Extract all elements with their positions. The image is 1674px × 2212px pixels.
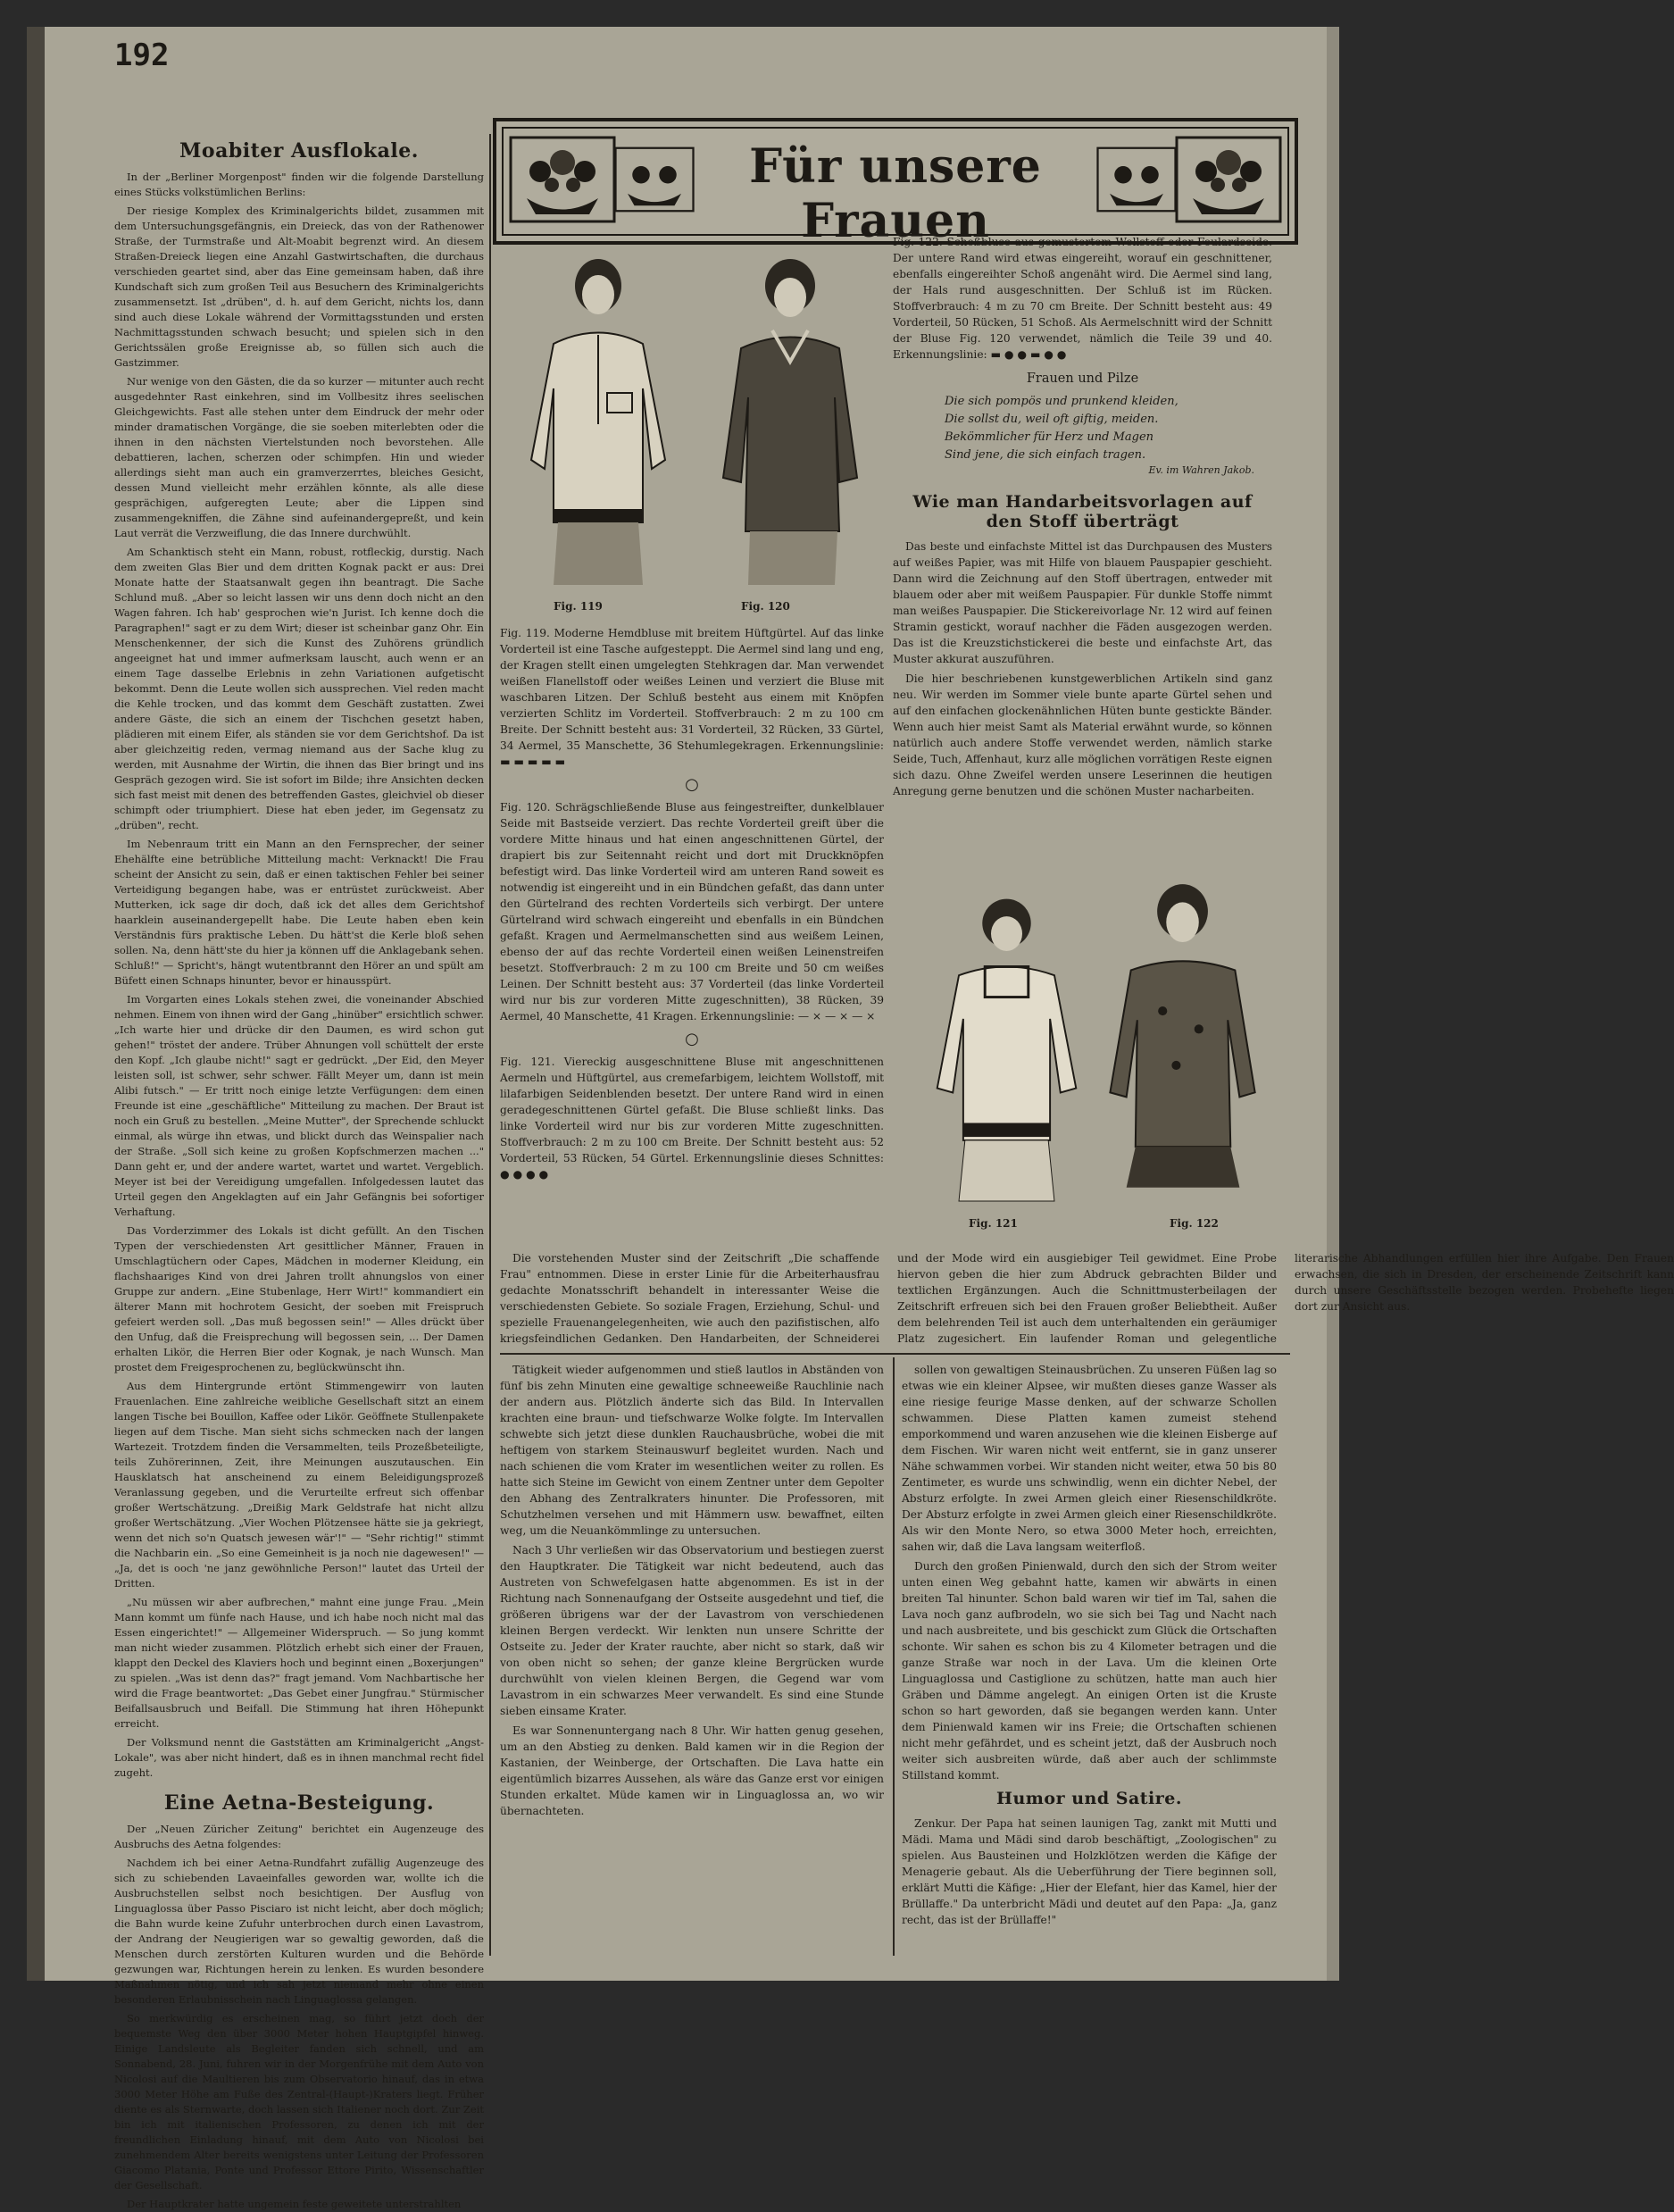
poem-line: Die sollst du, weil oft giftig, meiden.	[945, 413, 1159, 426]
figure-label-119: Fig. 119	[554, 600, 603, 613]
paragraph: Durch den großen Pinienwald, durch den sich der Strom weiter unten einen Weg gebahnt hatte, kamen wir abwärts in einen breiten Tal hinunter. Schon bald waren wir tief im Tal, sahen die Lava noch ganz aufbrodeln, wo sie sich bei Tag und Nacht nach und nach ausbreitete, und bis geschickt zum Glück die Ortschaften schonte. Wir sahen es schon bis zu 4 Kilometer betragen und die ganze Straße war noch in der Lava. Um die kleinen Orte Linguaglossa und Castiglione zu schützen, hatte man auch hier Gräben und Dämme angelegt. An einigen Orten ist die Kruste schon so hart geworden, daß sie begangen werden kann. Unter dem Pinienwald kamen wir ins Freie; die Ortschaften schienen nicht mehr gefährdet, und es scheint jetzt, daß der Ausbruch noch weiter sich ausbreiten würde, daß aber auch der schlimmste Stillstand kommt.	[902, 1560, 1277, 1782]
article-title-handarbeit: Wie man Handarbeitsvorlagen auf den Stoff überträgt	[912, 492, 1253, 531]
paragraph: So merkwürdig es erscheinen mag, so führt jetzt doch der bequemste Weg den über 3000 Meter hohen Hauptgipfel hinweg. Einige Landsleute als Begleiter fanden sich schnell, und am Sonnabend, 28. Juni, fuhren wir in der Morgenfrühe mit dem Auto von Nicolosi auf die Maultieren bis zum Observatorio hinauf, das in etwa 3000 Meter Höhe am Fuße des Zentral-(Haupt-)Kraters liegt. Früher diente es als Sternwarte, doch lassen sich Italiener noch dort. Zur Zeit bin ich mit italienischen Professoren, zu denen ich mit der freundlichen Einladung hinauf, mit dem Auto von Nicolosi bei zunehmendem Alter bereits wenigstens unter Leitung der Professoren Giacomo Platania, Ponte und Professor Ettore Pirito, Wissenschaftler der Gesellschaft.	[114, 2012, 484, 2191]
separator-ornament: ○	[685, 1030, 699, 1048]
paragraph: Im Nebenraum tritt ein Mann an den Fernsprecher, der seiner Ehehälfte eine betrübliche Mitteilung macht: Verknackt! Die Frau scheint der Ansicht zu sein, daß er einen taktischen Fehler bei seiner Verteidigung begangen habe, was er entrüstet zurückweist. Aber Mutterken, ick sage dir doch, daß ick det alles dem Gerichtshof haarklein auseinandergepellt habe. Die Leute haben eben kein Verständnis fürs praktische Leben. Du hätt'st die Kerle bloß sehen sollen. Na, denn hätt'ste du hier ja können uff die Anklagebank sehen. Schluß!" — Spricht's, hängt wutentbrannt den Hörer an und spült am Büfett einen Schnaps hinunter, bevor er hinausspürt.	[114, 838, 484, 987]
paragraph: Der Hauptkrater hatte ungemein feste geweitete unterstrahlten	[127, 2198, 462, 2210]
poem-line: Sind jene, die sich einfach tragen.	[945, 448, 1146, 462]
fashion-illustration-fig119	[518, 246, 679, 585]
paragraph: Im Vorgarten eines Lokals stehen zwei, die voneinander Abschied nehmen. Einem von ihnen wird der Gang „hinüber" ersichtlich schwer. „Ich warte hier und drücke dir den Daumen, es wird schon gut gehen!" tröstet der andere. Trüber Ahnungen voll schüttelt der erste den Kopf. „Ich glaube nicht!" sagt er gedrückt. „Der Eid, den Meyer leisten soll, ist schwer, sehr schwer. Fällt Meyer um, dann ist mein Alibi futsch." — Er tritt noch einige letzte Verfügungen: dem einen Freunde ist eine „geschäftliche" Mitteilung zu machen. Der Braut ist noch ein Gruß zu bestellen. „Meine Mutter", der Sprechende schluckt einmal, als würge ihn etwas, und blickt durch das Weinspalier nach der Straße. „Soll sich keine zu großen Kopfschmerzen machen ..." Dann geht er, und der andere wartet, wartet und wartet. Vergeblich. Meyer ist bei der Vereidigung umgefallen. Infolgedessen lautet das Urteil gegen den Angeklagten auf ein Jahr Gefängnis bei sofortiger Verhaftung.	[114, 993, 484, 1218]
column-divider	[893, 1357, 895, 1956]
paragraph: Es war Sonnenuntergang nach 8 Uhr. Wir hatten genug gesehen, um an den Abstieg zu denken. Bald kamen wir in die Region der Kastanien, der Weinberge, der Ortschaften. Die Lava hatte ein eigentümlich bizarres Aussehen, als wäre das Ganze erst vor einigen Stunden erkaltet. Müde kamen wir in Linguaglossa an, wo wir übernachteten.	[500, 1724, 884, 1817]
paragraph: „Nu müssen wir aber aufbrechen," mahnt eine junge Frau. „Mein Mann kommt um fünfe nach Hause, und ich habe noch nicht mal das Essen eingerichtet!" — Allgemeiner Widerspruch. — So jung kommt man nicht wieder zusammen. Plötzlich erhebt sich einer der Frauen, klappt den Deckel des Klaviers hoch und beginnt einen „Boxerjungen" zu spielen. „Was ist denn das?" fragt jemand. Vom Nachbartische her wird die Frage beantwortet: „Das Gebet einer Jungfrau." Stürmischer Beifallsausbruch und Beifall. Die Stimmung hat ihren Höhepunkt erreicht.	[114, 1596, 484, 1730]
paragraph: Der Volksmund nennt die Gaststätten am Kriminalgericht „Angst-Lokale", was aber nicht hindert, daß es in ihnen manchmal recht fidel zugeht.	[114, 1736, 484, 1779]
page-edge	[1327, 27, 1339, 1981]
banner-title: Für unsere Frauen	[749, 139, 1042, 248]
poem-author: Ev. im Wahren Jakob.	[1148, 464, 1254, 476]
right-column	[893, 234, 1272, 895]
poem	[945, 393, 1272, 464]
paragraph: Der riesige Komplex des Kriminalgerichts bildet, zusammen mit dem Untersuchungsgefängnis, ein Dreieck, das von der Rathenower Straße, der Turmstraße und Alt-Moabit begrenzt wird. An diesem Straßen-Dreieck liegen eine Anzahl Gastwirtschaften, die durchaus verschieden geartet sind, aber das Eine gemeinsam haben, daß ihre Kundschaft sich zum großen Teil aus Besuchern des Kriminalgerichts zusammensetzt. Ist „drüben", d. h. auf dem Gericht, nichts los, dann sind auch diese Lokale während der Vormittagsstunden und ersten Nachmittagsstunden schwach besucht; und spielen sich in den Gerichtssälen große Ereignisse ab, so füllen sich auch die Gastzimmer.	[114, 205, 484, 369]
paragraph: Das beste und einfachste Mittel ist das Durchpausen des Musters auf weißes Papier, was mit Hilfe von blauem Pauspapier geschieht. Dann wird die Zeichnung auf den Stoff übertragen, entweder mit blauem oder aber mit weißem Pauspapier. Für dunkle Stoffe nimmt man weißes Pauspapier. Die Stickereivorlage Nr. 12 wird auf feinen Stramin gestickt, worauf nachher die Fäden ausgezogen werden. Das ist die Kreuzstichstickerei die beste und einfachste Art, das Muster akkurat auszuführen.	[893, 540, 1272, 665]
page-number: 192	[114, 38, 170, 73]
paragraph: Am Schanktisch steht ein Mann, robust, rotfleckig, durstig. Nach dem zweiten Glas Bier und dem dritten Kognak packt er aus: Drei Monate hatte der Staatsanwalt gegen ihn beantragt. Die Sache Schlund muß. „Aber so leicht lassen wir uns denn doch nicht an den Wagen fahren. Ich hab' gesprochen wie'n Jurist. Ich kenne doch die Paragraphen!" sagt er zu dem Wirt; dieser ist scheinbar ganz Ohr. Ein Menschenkenner, der sich die Kunst des Zuhörens gründlich angeeignet hat und immer aufmerksam lauscht, auch wenn er an einem Tage dasselbe Erlebnis in zehn Variationen aufgetischt bekommt. Denn die Leute wollen sich aussprechen. Viel reden macht die Kehle trocken, und das kommt dem Geschäft zustatten. Zwei andere Gäste, die sich an einem der Tischchen gesetzt haben, plädieren mit einem Eifer, als ständen sie vor dem Gerichtshof. Da ist aber gleichzeitig reden, vermag niemand aus der Sache klug zu werden, mit Ausnahme der Wirtin, die ihnen das Bier bringt und ins Gespräch gezogen wird. Sie ist sofort im Bilde; ihre Ansichten decken sich fast meist mit denen des betreffenden Gastes, gleichviel ob dieser schimpft oder triumphiert. Diese hat eben jeder, im Gegensatz zu „drüben", recht.	[114, 546, 484, 831]
caption-fig121: Fig. 121. Viereckig ausgeschnittene Bluse mit angeschnittenen Aermeln und Hüftgürtel, aus cremefarbigem, leichtem Wollstoff, mit lilafarbigen Seidenblenden besetzt. Der untere Rand wird in einen geradegeschnittenen Gürtel gefaßt. Die Bluse schließt links. Das linke Vorderteil wird nur bis zur vorderen Mitte zugeschnitten. Stoffverbrauch: 2 m zu 100 cm Breite. Der Schnitt besteht aus: 52 Vorderteil, 53 Rücken, 54 Gürtel. Erkennungslinie dieses Schnittes: ● ● ● ●	[500, 1056, 884, 1181]
paragraph: Die hier beschriebenen kunstgewerblichen Artikeln sind ganz neu. Wir werden im Sommer viele bunte aparte Gürtel sehen und auf den einfachen glockenähnlichen Hüten bunte gestickte Bänder. Wenn auch hier meist Samt als Material erwähnt wurde, so können natürlich auch andere Stoffe verwendet werden, nämlich starke Seide, Tuch, Affenhaut, kurz alle möglichen vorrätigen Reste eignen sich dazu. Ohne Zweifel werden unsere Leserinnen die heutigen Anregung gerne benutzen und die schönen Muster nacharbeiten.	[893, 672, 1272, 797]
caption-fig120: Fig. 120. Schrägschließende Bluse aus feingestreifter, dunkelblauer Seide mit Bastseide verziert. Das rechte Vorderteil greift über die vordere Mitte hinaus und hat einen angeschnittenen Gürtel, der drapiert bis zur Seitennaht reicht und dort mit Druckknöpfen befestigt wird. Das linke Vorderteil wird am unteren Rand soweit es notwendig ist eingereiht und in ein Bündchen gefaßt, das dann unter den Gürtelrand des rechten Vorderteils sich verbirgt. Der untere Gürtelrand wird schwach eingereiht und ebenfalls in ein Bündchen gefaßt. Kragen und Aermelmanschetten sind aus weißem Leinen, ebenso der auf das rechte Vorderteil einen weißen Leinenstreifen besetzt. Stoffverbrauch: 2 m zu 100 cm Breite und 50 cm weißes Leinen. Der Schnitt besteht aus: 37 Vorderteil (das linke Vorderteil wird nur bis zur vorderen Mitte zugeschnitten), 38 Rücken, 39 Aermel, 40 Manschette, 41 Kragen. Erkennungslinie: — × — × — ×	[500, 801, 884, 1023]
flower-basket-ornament-right2	[1096, 136, 1177, 223]
column-divider	[489, 134, 491, 1956]
figure-label-121: Fig. 121	[969, 1217, 1018, 1230]
caption-fig119: Fig. 119. Moderne Hemdbluse mit breitem Hüftgürtel. Auf das linke Vorderteil ist eine Tasche aufgesteppt. Die Aermel sind lang und eng, der Kragen stellt einen umgelegten Stehkragen dar. Man verwendet weißen Flanellstoff oder weißes Leinen und verziert die Bluse mit waschbaren Litzen. Der Schluß besteht aus einem mit Knöpfen verzierten Schlitz im Vorderteil. Stoffverbrauch: 2 m zu 100 cm Breite. Der Schnitt besteht aus: 31 Vorderteil, 32 Rücken, 33 Gürtel, 34 Aermel, 35 Manschette, 36 Stehumlegekragen. Erkennungslinie: ▬ ▬ ▬ ▬ ▬	[500, 627, 884, 768]
paragraph: sollen von gewaltigen Steinausbrüchen. Zu unseren Füßen lag so etwas wie ein kleiner Alpsee, wir mußten dieses ganze Wasser als eine riesige feurige Masse denken, auf der schwarze Schollen schwammen. Diese Platten kamen zumeist stehend emporkommend und waren anzusehen wie die kleinen Eisberge auf dem Fischen. Wir waren nicht weit entfernt, sie in ganz unserer Nähe schwammen vorbei. Wir standen nicht weiter, etwa 50 bis 80 Zentimeter, es wurde uns schwindlig, wenn ein dichter Nebel, der Absturz erfolgte. In zwei Armen gleich einer Riesenschildkröte. Der Absturz erfolgte in zwei Armen gleich einer Riesenschildkröte. Als wir den Monte Nero, so etwa 3000 Meter hoch, erreichten, sahen wir, daß die Lava langsam weiterfloß.	[902, 1364, 1277, 1553]
wide-paragraph	[500, 1250, 1674, 1348]
caption-fig122: Fig. 122. Schoßbluse aus gemustertem Wollstoff oder Foulardseide. Der untere Rand wird etwas eingereiht, worauf ein geschnittener, ebenfalls eingereihter Schoß angenäht wird. Die Aermel sind lang, der Hals rund ausgeschnitten. Der Schluß ist im Rücken. Stoffverbrauch: 4 m zu 70 cm Breite. Der Schnitt besteht aus: 49 Vorderteil, 50 Rücken, 51 Schoß. Als Aermelschnitt wird der Schnitt der Bluse Fig. 120 verwendet, nämlich die Teile 39 und 40. Erkennungslinie: ▬ ● ● ▬ ● ●	[893, 236, 1272, 361]
paragraph: Aus dem Hintergrunde ertönt Stimmengewirr von lauten Frauenlachen. Eine zahlreiche weibliche Gesellschaft sitzt an einem langen Tische bei Bouillon, Kaffee oder Likör. Geöffnete Stullenpakete liegen auf dem Tische. Man sieht sichs schmecken nach der langen Wartezeit. Trotzdem finden die Versammelten, teils Prozeßbeteiligte, teils Zuhörerinnen, Zeit, ihre Meinungen auszutauschen. Ein Hausklatsch hat anscheinend zu einem Beleidigungsprozeß Veranlassung gegeben, und die Verurteilte erfreut sich offenbar großer Wertschätzung. „Dreißig Mark Geldstrafe hat nicht allzu großer Wertschätzung. „Vier Wochen Plötzensee hätte sie ja gekriegt, wenn det nich so'n Quatsch jewesen wär'!" — "Sehr richtig!" stimmt die Nachbarin ein. „So eine Gemeinheit is ja noch nie dagewesen!" — „Ja, det is ooch 'ne janz gewöhnliche Person!" lautet das Urteil der Dritten.	[114, 1380, 484, 1590]
section-banner	[493, 118, 1298, 248]
bottom-middle-column	[500, 1362, 884, 1956]
section-divider	[500, 1353, 1290, 1355]
paragraph: Zenkur. Der Papa hat seinen launigen Tag, zankt mit Mutti und Mädi. Mama und Mädi sind darob beschäftigt, „Zoologischen" zu spielen. Aus Bausteinen und Holzklötzen werden die Käfige der Menagerie gebaut. Als die Ueberführung der Tiere beginnen soll, erklärt Mutti die Käfige: „Hier der Elefant, hier das Kamel, hier der Brüllaffe." Da unterbricht Mädi und deutet auf den Papa: „Ja, ganz recht, das ist der Brüllaffe!"	[902, 1817, 1277, 1926]
left-column	[114, 134, 485, 2210]
article-title-aetna: Eine Aetna-Besteigung.	[163, 1791, 435, 1815]
fashion-illustration-fig122	[1098, 875, 1263, 1201]
paragraph: Tätigkeit wieder aufgenommen und stieß lautlos in Abständen von fünf bis zehn Minuten eine gewaltige schneeweiße Rauchlinie nach der andern aus. Plötzlich änderte sich das Bild. In Intervallen krachten eine braun- und tiefschwarze Wolke folgte. Im Intervallen schwebte sich jetzt diese dunklen Rauchausbrüche, wobei die mit heftigem von starkem Steinauswurf begleitet wurden. Nach und nach schienen die vom Krater im wesentlichen weiter zu rollen. Es hatte sich Steine im Gewicht von einem Zentner unter dem Gepolter den Abhang des Zentralkraters hinunter. Die Professoren, mit Schutzhelmen versehen und mit Hämmern usw. bewaffnet, eilten weg, um die Neuankömmlinge zu untersuchen.	[500, 1364, 884, 1537]
poem-line: Die sich pompös und prunkend kleiden,	[945, 395, 1178, 408]
paragraph: Die vorstehenden Muster sind der Zeitschrift „Die schaffende Frau" entnommen. Diese in erster Linie für die Arbeiterhausfrau gedachte Monatsschrift behandelt in interessanter Weise die verschiedensten Gebiete. So soziale Fragen, Erziehung, Schul- und spezielle Frauenangelegenheiten, wie auch den pazifistischen, alfo kriegsfeindlichen Gedanken. Den Handarbeiten, der Schneiderei und der Mode wird ein ausgiebiger Teil gewidmet. Eine Probe hiervon geben die hier zum Abdruck gebrachten Bilder und textlichen Ergänzungen. Auch die Schnittmusterbeilagen der Zeitschrift erfreuen sich bei den Frauen großer Beliebtheit. Außer dem belehrenden Teil ist auch dem unterhaltenden ein geräumiger Platz zugesichert. Ein laufender Roman und gelegentliche literarische Abhandlungen erfüllen hier ihre Aufgabe. Den Frauen erwachsen, die sich in Dresden, der erscheinende Zeitschrift kann durch unsere Geschäftsstelle bezogen werden. Probehefte liegen dort zur Ansicht aus.	[500, 1252, 1674, 1345]
poem-title: Frauen und Pilze	[1026, 371, 1139, 386]
middle-column	[500, 625, 884, 1250]
book-binding	[27, 27, 45, 1981]
paragraph: Der „Neuen Züricher Zeitung" berichtet ein Augenzeuge des Ausbruchs des Aetna folgendes:	[114, 1823, 484, 1850]
paragraph: Nach 3 Uhr verließen wir das Observatorium und bestiegen zuerst den Hauptkrater. Die Tätigkeit war nicht bedeutend, auch das Austreten von Schwefelgasen hatte abgenommen. Es ist in der Richtung nach Sonnenaufgang der Ostseite ausgedehnt und tief, die größeren übrigens war der der Lavastrom von verschiedenen kleinen Bergen verdeckt. Wir lenkten nun unsere Schritte der Ostseite zu. Jeder der Krater rauchte, aber nicht so stark, daß wir von oben nicht so sehen; der ganze kleine Bergrücken wurde durchwühlt von vielen kleinen Bergen, die Gegend war vom Lavastrom in ein schwarzes Meer verwandelt. Es sind eine Stunde sieben einsame Krater.	[500, 1544, 884, 1717]
fashion-illustration-fig121	[929, 889, 1085, 1201]
separator-ornament: ○	[685, 775, 699, 794]
flower-basket-ornament-right	[1175, 136, 1282, 223]
fashion-illustration-fig120	[705, 246, 866, 585]
paragraph: Das Vorderzimmer des Lokals ist dicht gefüllt. An den Tischen Typen der verschiedensten Art gesittlicher Männer, Frauen in Umschlagtüchern oder Capes, Mädchen in moderner Kleidung, ein flachshaariges Kind von drei Jahren trollt ahnungslos von einer Gruppe zur andern. „Eine Stubenlage, Herr Wirt!" kommandiert ein älterer Mann mit hochrotem Gesicht, der soeben mit Freispruch gefeiert werden soll. „Das muß begossen sein!" — Alles drückt über den Unfug, daß die Freisprechung will begossen sein, ... Der Damen erhalten Likör, die Herren Bier oder Kognak, je nach Wunsch. Man prostet dem Freigesprochenen zu, beglückwünscht ihn.	[114, 1224, 484, 1373]
paragraph: Nachdem ich bei einer Aetna-Rundfahrt zufällig Augenzeuge des sich zu schiebenden Lavaeinfalles geworden war, wollte ich die Ausbruchstellen selbst noch besichtigen. Der Ausflug von Linguaglossa über Passo Pisciaro ist nicht leicht, aber doch möglich; die Bahn wurde keine Zufuhr unterbrochen durch einen Lavastrom, der Andrang der Neugierigen war so gewaltig geworden, daß die Menschen durch zerstörten Kulturen wurden und die Behörde gezwungen war, Richtungen herein zu lenken. Es wurden besondere Maßnahmen nötig, und ich sah jetzt niemand mehr ohne einen besonderen Erlaubnisschein nach Linguaglossa gelangen.	[114, 1857, 484, 2006]
figure-label-122: Fig. 122	[1170, 1217, 1219, 1230]
paragraph: Nur wenige von den Gästen, die da so kurzer — mitunter auch recht ausgedehnter Rast einkehren, sind im Vollbesitz ihres seelischen Gleichgewichts. Fast alle stehen unter dem Eindruck der mehr oder minder dramatischen Vorgänge, die sie soeben miterlebten oder die ihnen in den nächsten Viertelstunden noch bevorstehen. Alle debattieren, lachen, scherzen oder schimpfen. Hin und wieder allerdings sieht man auch ein gramverzerrtes, bleiches Gesicht, dessen Mund vielleicht mehr erzählen könnte, als alle diese gesprächigen, aufgeregten Leute; aber die Lippen sind zusammengekniffen, die Zähne sind aufeinandergepreßt, und kein Laut verrät die Verzweiflung, die das Innere durchwühlt.	[114, 375, 485, 539]
figure-label-120: Fig. 120	[741, 600, 790, 613]
paragraph: In der „Berliner Morgenpost" finden wir die folgende Darstellung eines Stücks volkstümlichen Berlins:	[114, 171, 484, 198]
article-title-moabit: Moabiter Ausflokale.	[179, 139, 419, 163]
flower-basket-ornament-left2	[614, 136, 695, 223]
poem-line: Bekömmlicher für Herz und Magen	[945, 430, 1154, 444]
article-title-humor: Humor und Satire.	[996, 1789, 1182, 1808]
bottom-right-column	[902, 1362, 1277, 1956]
flower-basket-ornament-left	[509, 136, 616, 223]
